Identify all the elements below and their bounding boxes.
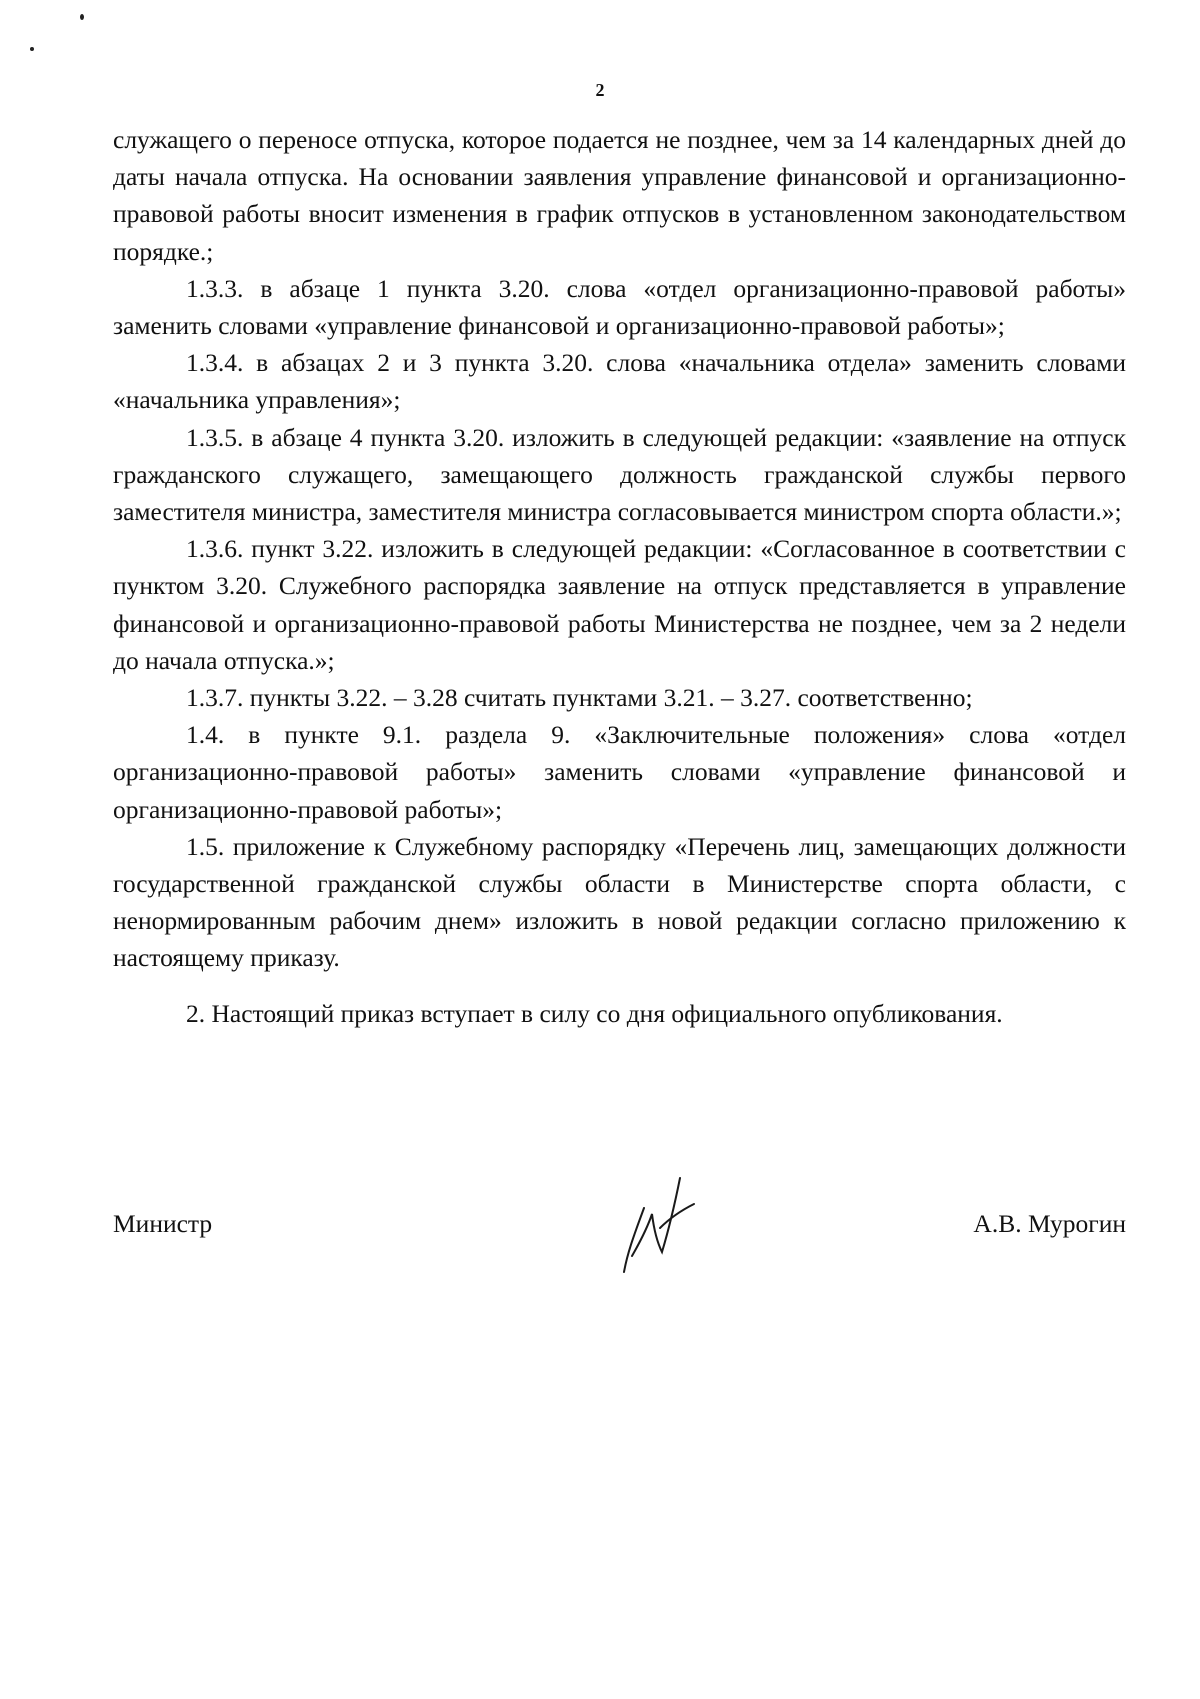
paragraph-1-3-4: 1.3.4. в абзацах 2 и 3 пункта 3.20. слова «начальника отдела» заменить словами «начальника управления»; bbox=[113, 348, 1126, 415]
scan-speck bbox=[30, 47, 34, 51]
signer-name: А.В. Мурогин bbox=[973, 1209, 1126, 1238]
paragraph-1-3-7: 1.3.7. пункты 3.22. – 3.28 считать пунктами 3.21. – 3.27. соответственно; bbox=[186, 683, 973, 713]
document-body bbox=[113, 121, 1126, 1032]
signer-position: Министр bbox=[113, 1209, 213, 1238]
paragraph-1-3-5: 1.3.5. в абзаце 4 пункта 3.20. изложить в следующей редакции: «заявление на отпуск гражданского служащего, замещающего должность гражданской службы первого заместителя министра, заместителя министра согласовывается министром спорта области.»; bbox=[113, 422, 1126, 527]
scan-speck bbox=[80, 14, 84, 20]
paragraph-1-4: 1.4. в пункте 9.1. раздела 9. «Заключительные положения» слова «отдел организационно-правовой работы» заменить словами «управление финансовой и организационно-правовой работы»; bbox=[113, 720, 1126, 824]
paragraph-continuation: служащего о переносе отпуска, которое подается не позднее, чем за 14 календарных дней до даты начала отпуска. На основании заявления управление финансовой и организационно-правовой работы вносит изменения в график отпусков в установленном законодательством порядке.; bbox=[113, 125, 1126, 266]
handwritten-signature bbox=[610, 1160, 700, 1275]
paragraph-2: 2. Настоящий приказ вступает в силу со дня официального опубликования. bbox=[186, 998, 1003, 1028]
paragraph-1-3-6: 1.3.6. пункт 3.22. изложить в следующей редакции: «Согласованное в соответствии с пунктом 3.20. Служебного распорядка заявление на отпуск представляется в управление финансовой и организационно-правовой работы Министерства не позднее, чем за 2 недели до начала отпуска.»; bbox=[113, 534, 1126, 675]
paragraph-1-3-3: 1.3.3. в абзаце 1 пункта 3.20. слова «отдел организационно-правовой работы» заменить словами «управление финансовой и организационно-правовой работы»; bbox=[113, 273, 1126, 341]
page-number: 2 bbox=[595, 80, 605, 100]
paragraph-1-5: 1.5. приложение к Служебному распорядку «Перечень лиц, замещающих должности государственной гражданской службы области в Министерстве спорта области, с ненормированным рабочим днем» изложить в новой редакции согласно приложению к настоящему приказу. bbox=[113, 831, 1126, 973]
